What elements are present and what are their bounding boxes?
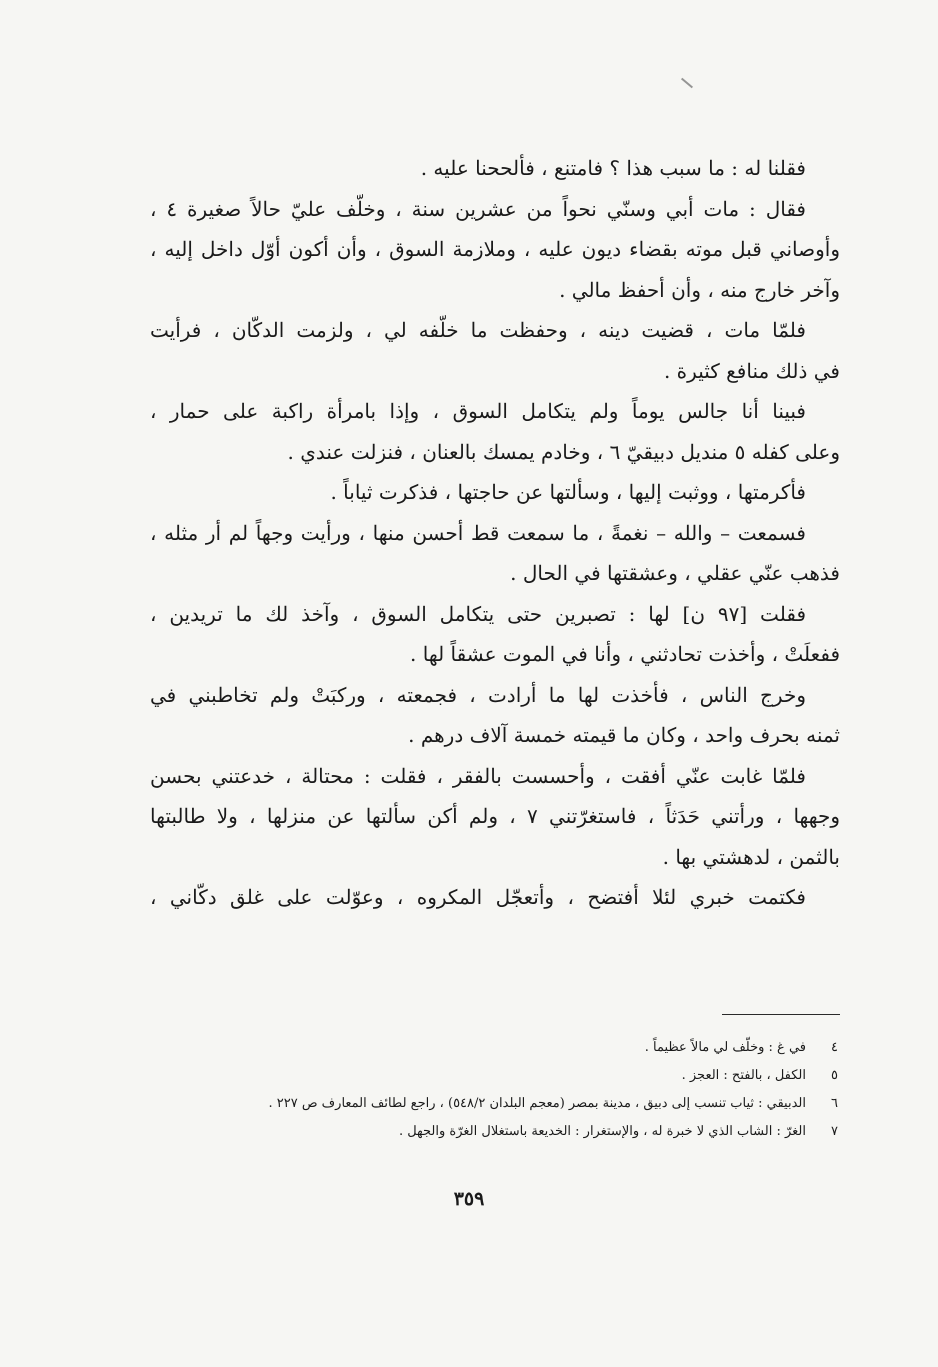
text-line: في ذلك منافع كثيرة . bbox=[663, 358, 840, 383]
text-line: فقلت [٩٧ ن] لها : تصبرين حتى يتكامل السوق ، وآخذ لك ما تريدين ، bbox=[150, 601, 806, 626]
body-text bbox=[150, 148, 840, 918]
text-line: وخرج الناس ، فأخذت لها ما أرادت ، فجمعته ، وركبَتْ ولم تخاطبني في bbox=[150, 682, 806, 707]
footnote-number: ٦ bbox=[831, 1096, 838, 1111]
text-line: وأوصاني قبل موته بقضاء ديون عليه ، وملازمة السوق ، وأن أكون أوّل داخل إليه ، bbox=[150, 237, 840, 261]
footnote-separator bbox=[722, 1014, 840, 1015]
footnote bbox=[150, 1034, 838, 1062]
footnote-number: ٧ bbox=[831, 1124, 838, 1139]
text-line: فسمعت – والله – نغمةً ، ما سمعت قط أحسن منها ، ورأيت وجهاً لم أر مثله ، bbox=[150, 520, 806, 545]
text-line: فأكرمتها ، ووثبت إليها ، وسألتها عن حاجتها ، فذكرت ثياباً . bbox=[330, 480, 806, 504]
footnote-number: ٥ bbox=[831, 1068, 838, 1083]
footnote-number: ٤ bbox=[831, 1040, 838, 1055]
footnote-text: في غ : وخلّف لي مالاً عظيماً . bbox=[644, 1040, 806, 1055]
text-line: فذهب عنّي عقلي ، وعشقتها في الحال . bbox=[510, 561, 840, 585]
text-line: فقال : مات أبي وسنّي نحواً من عشرين سنة ، وخلّف عليّ حالاً صغيرة ٤ ، bbox=[150, 196, 806, 221]
text-line: فبينا أنا جالس يوماً ولم يتكامل السوق ، وإذا بامرأة راكبة على حمار ، bbox=[150, 399, 806, 423]
text-line: بالثمن ، لدهشتي بها . bbox=[662, 844, 840, 869]
text-line: وآخر خارج منه ، وأن أحفظ مالي . bbox=[559, 277, 840, 302]
text-line: وعلى كفله ٥ منديل دبيقيّ ٦ ، وخادم يمسك بالعنان ، فنزلت عندي . bbox=[287, 439, 840, 464]
text-line: فكتمت خبري لئلا أفتضح ، وأتعجّل المكروه ، وعوّلت على غلق دكّاني ، bbox=[150, 885, 806, 909]
footnotes bbox=[150, 1034, 838, 1146]
text-line: ثمنه بحرف واحد ، وكان ما قيمته خمسة آلاف درهم . bbox=[408, 723, 840, 747]
text-line: فقلنا له : ما سبب هذا ؟ فامتنع ، فألححنا عليه . bbox=[420, 156, 806, 180]
text-line: فلمّا مات ، قضيت دينه ، وحفظت ما خلّفه لي ، ولزمت الدكّان ، فرأيت bbox=[150, 318, 806, 342]
text-line: ففعلَتْ ، وأخذت تحادثني ، وأنا في الموت عشقاً لها . bbox=[410, 642, 840, 666]
text-line: وجهها ، ورأتني حَدَثاً ، فاستغرّتني ٧ ، ولم أكن سألتها عن منزلها ، ولا طالبتها bbox=[150, 804, 840, 828]
footnote-text: الغرّ : الشاب الذي لا خبرة له ، والإستغرار : الخديعة باستغلال الغرّة والجهل . bbox=[398, 1124, 806, 1139]
footnote-text: الدبيقي : ثياب تنسب إلى دبيق ، مدينة بمصر (معجم البلدان ٥٤٨/٢) ، راجع لطائف المعارف ص ٢٢٧ . bbox=[268, 1096, 806, 1111]
footnote bbox=[150, 1090, 838, 1118]
footnote bbox=[150, 1062, 838, 1090]
text-line: فلمّا غابت عنّي أفقت ، وأحسست بالفقر ، فقلت : محتالة ، خدعتني بحسن bbox=[150, 763, 806, 788]
scan-mark bbox=[681, 78, 693, 89]
footnote-text: الكفل ، بالفتح : العجز . bbox=[681, 1068, 806, 1083]
page-number: ٣٥٩ bbox=[453, 1188, 485, 1210]
footnote bbox=[150, 1118, 838, 1146]
